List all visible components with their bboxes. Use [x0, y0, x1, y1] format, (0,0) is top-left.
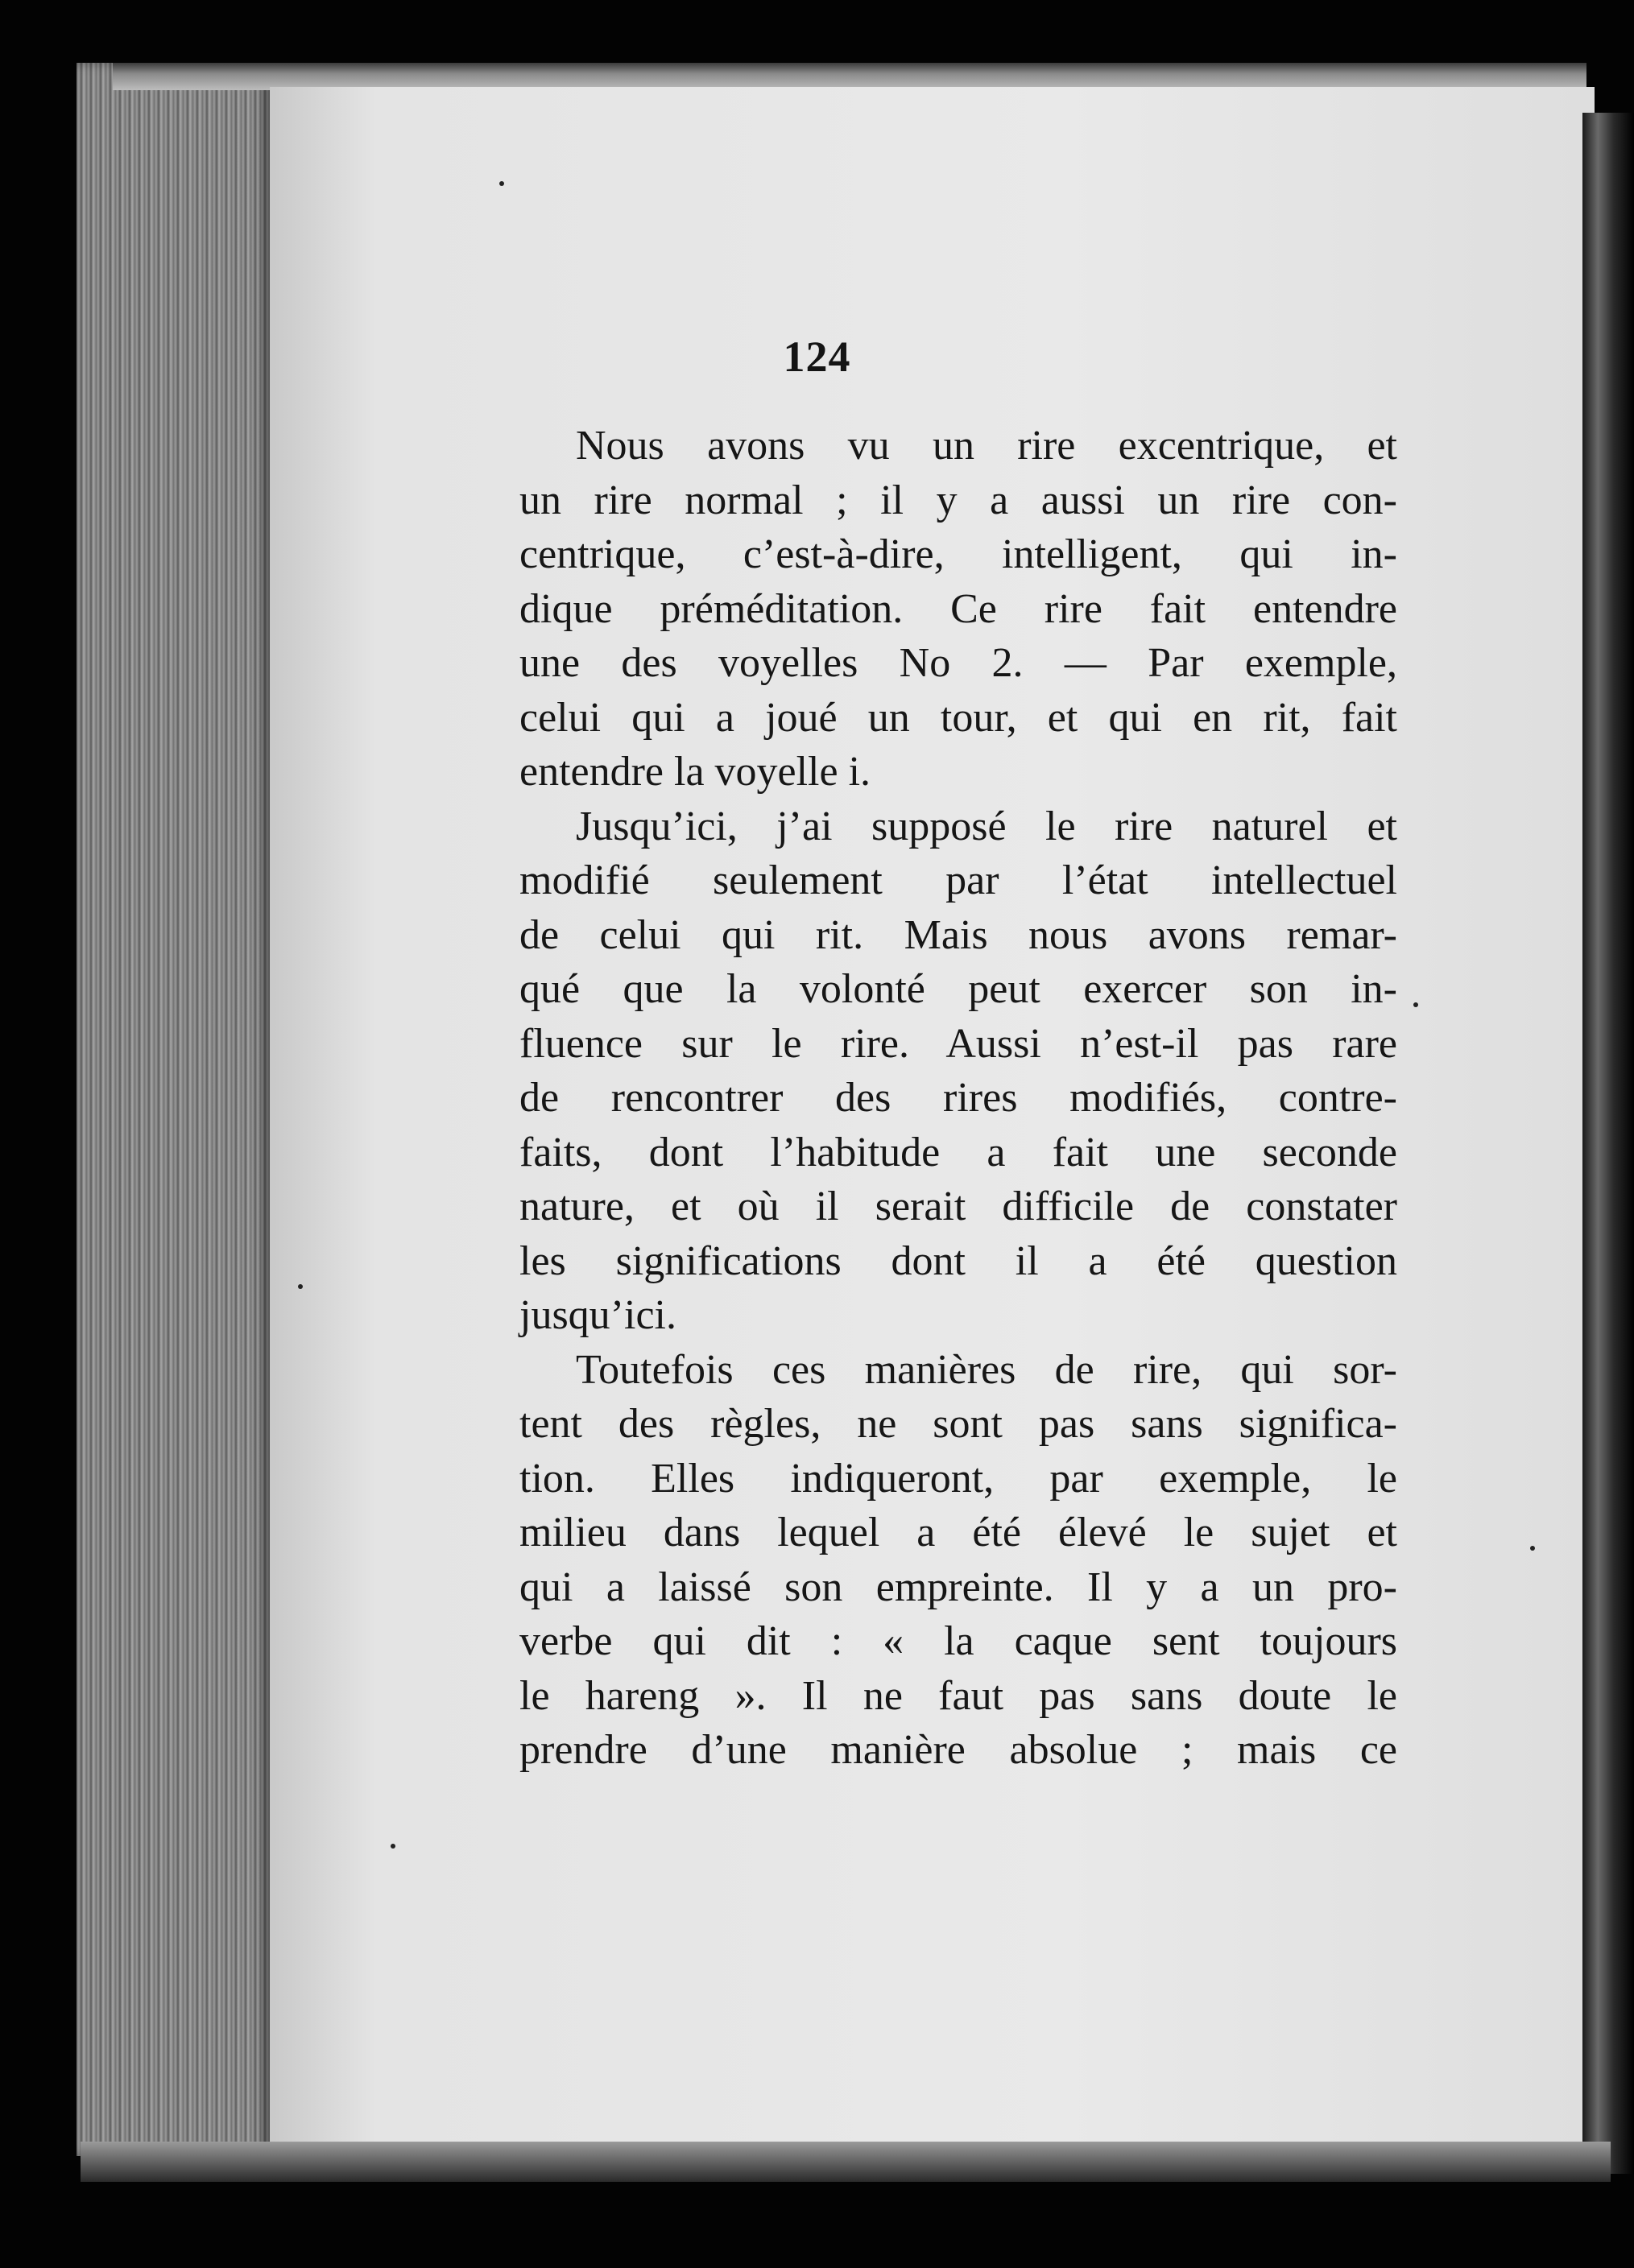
text-line: nature, et où il serait difficile de constater [519, 1184, 1397, 1229]
paper-speck [298, 1284, 303, 1289]
text-line: celui qui a joué un tour, et qui en rit, fait [519, 694, 1397, 741]
paragraph-2 [519, 799, 1397, 1343]
text-line: entendre la voyelle i. [519, 749, 871, 795]
text-line: Nous avons vu un rire excentrique, et [576, 423, 1397, 469]
text-line: un rire normal ; il y a aussi un rire con- [519, 477, 1397, 523]
text-line: Jusqu’ici, j’ai supposé le rire naturel et [576, 803, 1397, 849]
facing-page-edge [1582, 113, 1634, 2174]
text-line: verbe qui dit : « la caque sent toujours [519, 1618, 1397, 1664]
text-line: modifié seulement par l’état intellectuel [519, 857, 1397, 903]
paper-speck [499, 181, 504, 186]
text-line: jusqu’ici. [519, 1292, 676, 1338]
paper-speck [1530, 1546, 1535, 1551]
text-line: le hareng ». Il ne faut pas sans doute le [519, 1672, 1397, 1719]
text-line: de rencontrer des rires modifiés, contre- [519, 1075, 1397, 1121]
paragraph-3 [519, 1343, 1397, 1778]
text-line: tion. Elles indiqueront, par exemple, le [519, 1455, 1397, 1502]
text-line: dique préméditation. Ce rire fait entendre [519, 585, 1397, 632]
text-line: les significations dont il a été question [519, 1237, 1397, 1284]
text-line: qui a laissé son empreinte. Il y a un pro- [519, 1564, 1397, 1610]
text-line: fluence sur le rire. Aussi n’est-il pas rare [519, 1020, 1397, 1067]
body-text [519, 419, 1397, 1778]
text-line: milieu dans lequel a été élevé le sujet et [519, 1510, 1397, 1555]
text-line: qué que la volonté peut exercer son in- [519, 966, 1397, 1012]
text-line: de celui qui rit. Mais nous avons remar- [519, 911, 1397, 958]
text-line: une des voyelles No 2. — Par exemple, [519, 640, 1397, 686]
paragraph-1 [519, 419, 1397, 799]
text-line: faits, dont l’habitude a fait une seconde [519, 1129, 1397, 1175]
paper-speck [1413, 1002, 1418, 1007]
text-line: centrique, c’est-à-dire, intelligent, qui in- [519, 531, 1397, 577]
paper-speck [391, 1844, 395, 1849]
book-bottom-shadow [81, 2142, 1611, 2182]
text-line: prendre d’une manière absolue ; mais ce [519, 1727, 1397, 1773]
page-number: 124 [783, 333, 851, 381]
text-line: tent des règles, ne sont pas sans significa- [519, 1401, 1397, 1447]
page-stack-top-edge [113, 63, 1586, 90]
text-line: Toutefois ces manières de rire, qui sor- [576, 1346, 1397, 1393]
